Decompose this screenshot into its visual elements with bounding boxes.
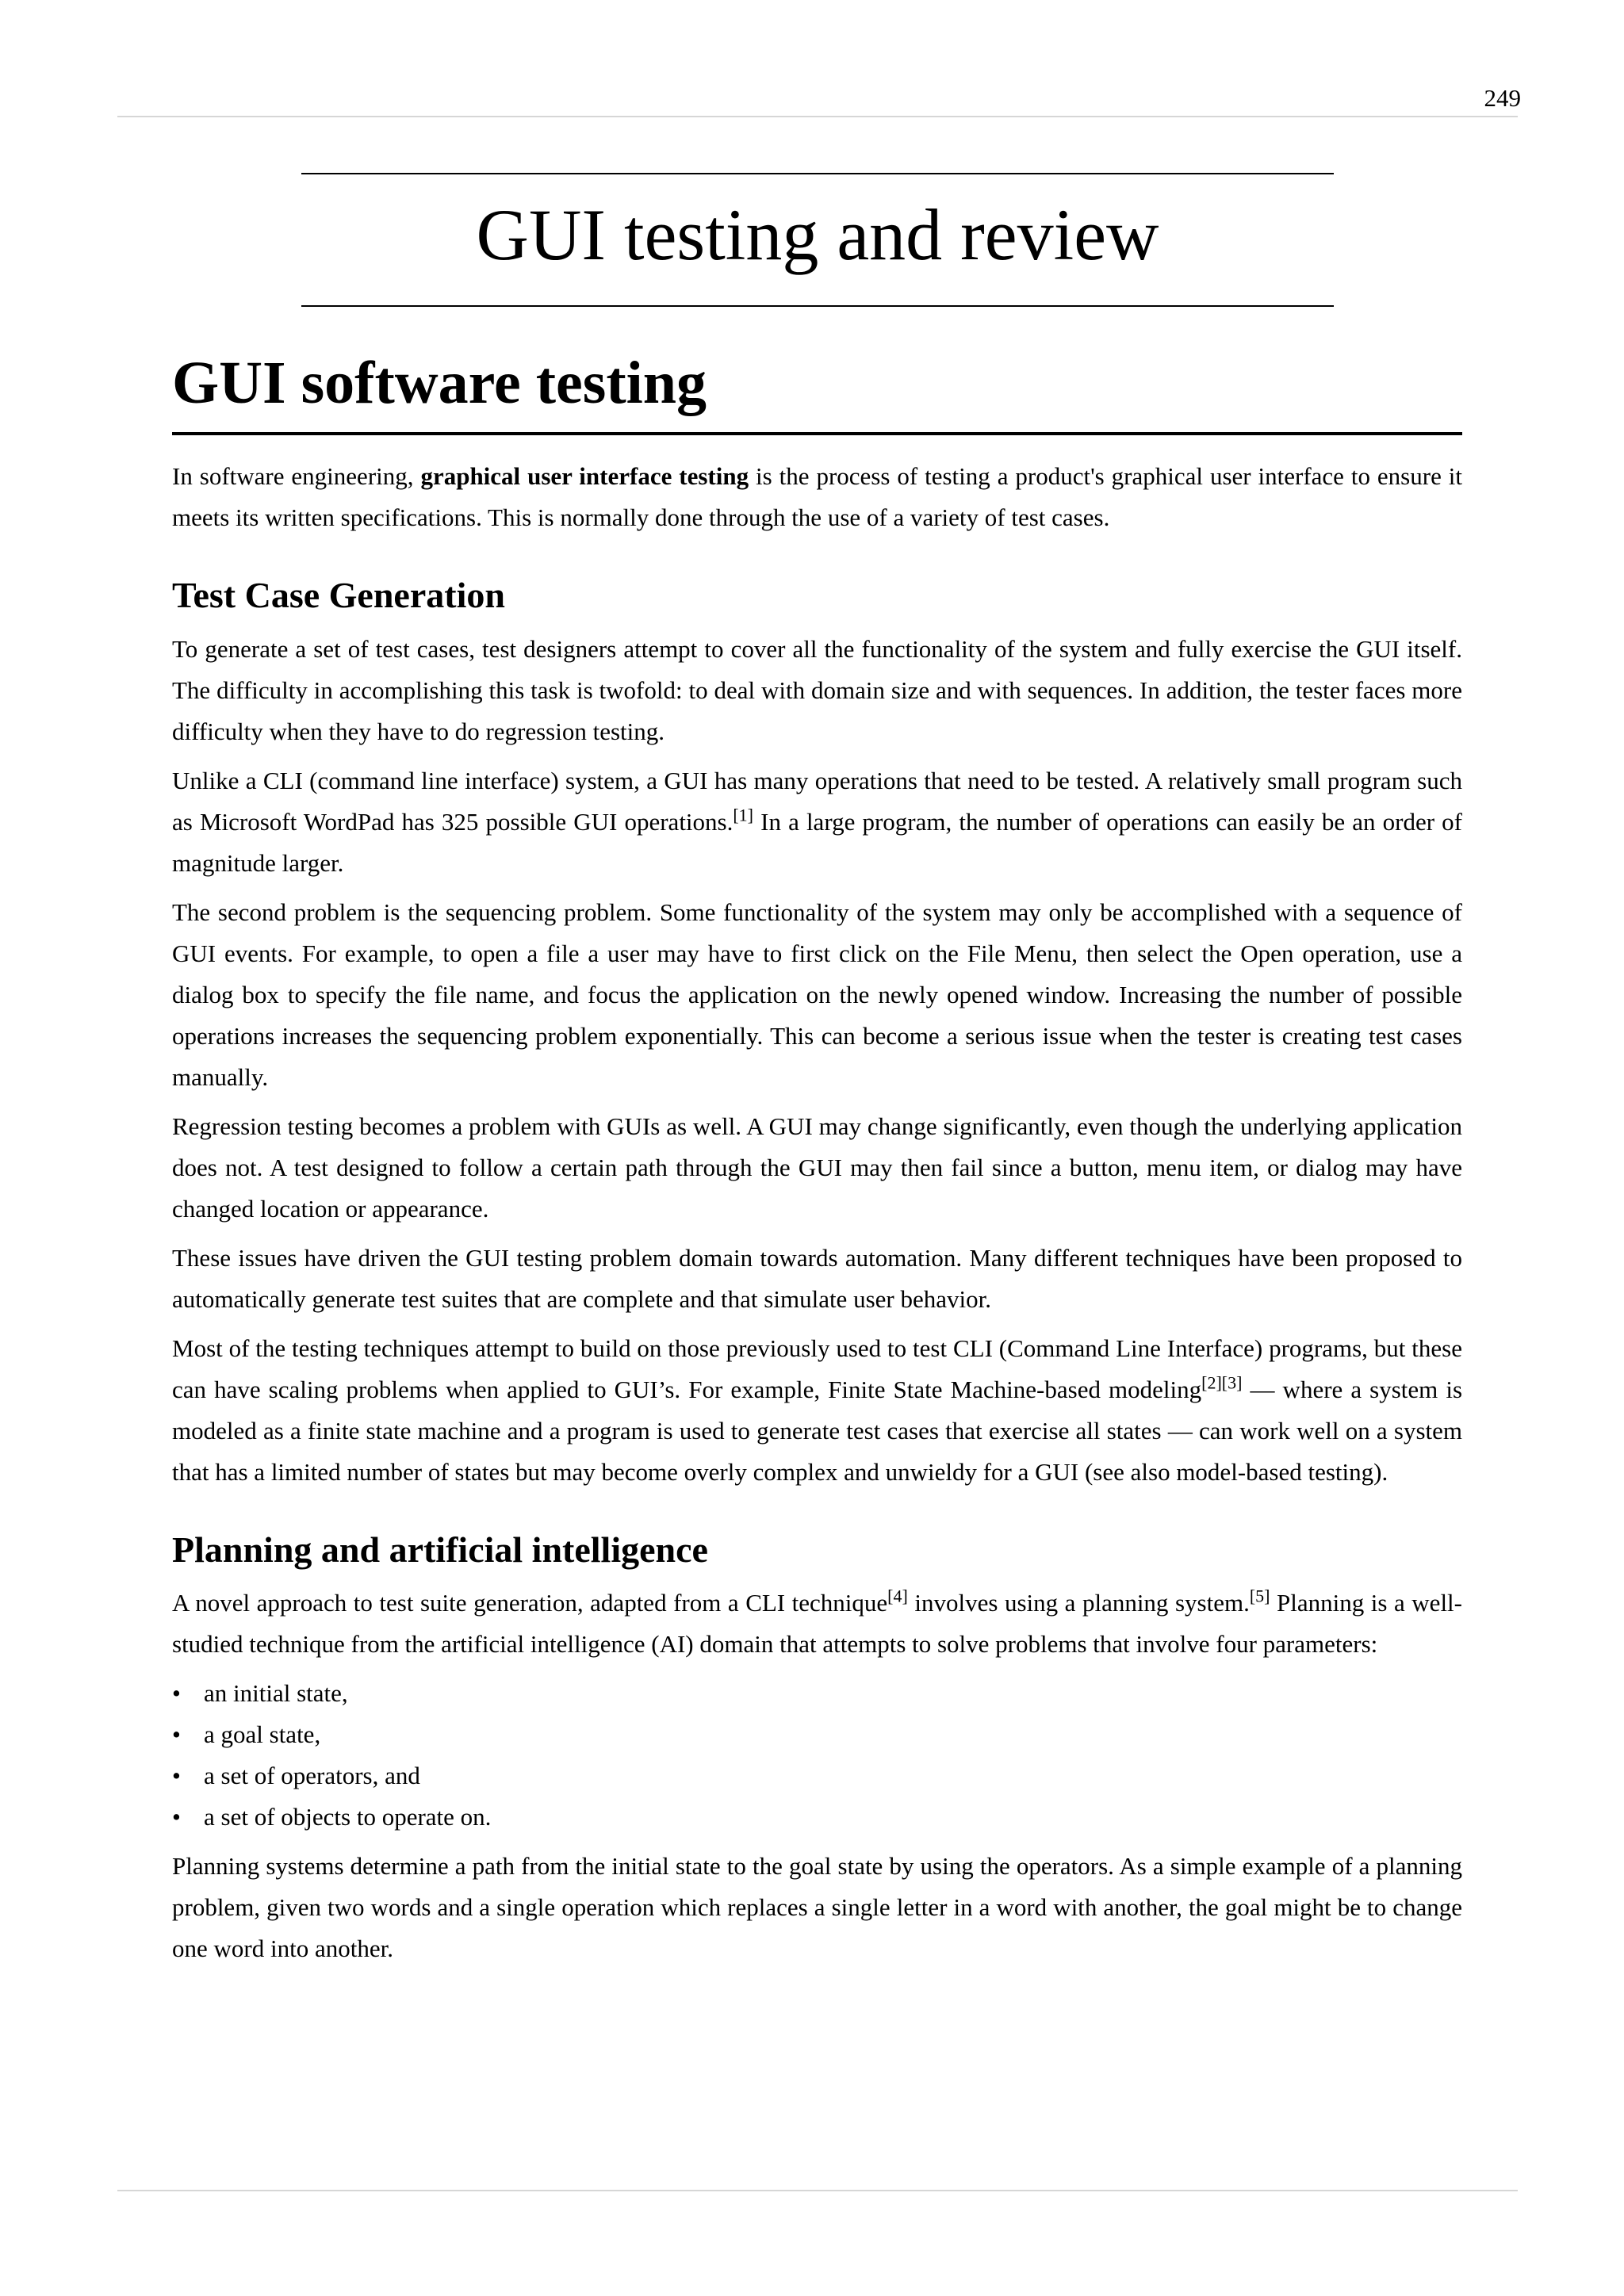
intro-text-end: is the process of testing a product's graphical user interface to ensure it meets its written specifications. This is normally done through the use of a variety of test cases.: [172, 462, 1462, 532]
citation-1[interactable]: [1]: [733, 805, 754, 825]
test-case-paragraph-6: [172, 1328, 1462, 1493]
heading-planning-ai: Planning and artificial intelligence: [172, 1529, 708, 1570]
planning-p1-text-end: Planning is a well-studied technique from the artificial intelligence (AI) domain that attempts to solve problems that involve four parameters:: [172, 1588, 1462, 1658]
article-body: [172, 349, 1462, 1969]
planning-p1-text-middle: involves using a planning system.: [907, 1588, 1250, 1617]
intro-text-start: In software engineering,: [172, 462, 421, 491]
chapter-rule-bottom: [301, 305, 1334, 307]
list-item: • an initial state,: [172, 1673, 1462, 1714]
citation-2-3[interactable]: [2][3]: [1201, 1372, 1243, 1393]
p6-text-end: — where a system is modeled as a finite state machine and a program is used to generate test cases that exercise all states — can work well on a system that has a limited number of states but may become overly complex and unwieldy for a GUI (see also model-based testing).: [172, 1375, 1463, 1486]
planning-paragraph-1: [172, 1582, 1462, 1665]
planning-paragraph-2: Planning systems determine a path from the initial state to the goal state by using the operators. As a simple example of a planning problem, given two words and a single operation which replaces a single letter in a word with another, the goal might be to change one word into another.: [172, 1851, 1462, 1962]
p2-text-end: In a large program, the number of operations can easily be an order of magnitude larger.: [172, 807, 1462, 877]
test-case-paragraph-3: The second problem is the sequencing problem. Some functionality of the system may only be accomplished with a sequence of GUI events. For example, to open a file a user may have to first click on the File Menu, then select the Open operation, use a dialog box to specify the file name, and focus the application on the newly opened window. Increasing the number of possible operations increases the sequencing problem exponentially. This can become a serious issue when the tester is creating test cases manually.: [172, 897, 1462, 1091]
intro-paragraph: [172, 456, 1462, 538]
heading-test-case-generation: Test Case Generation: [172, 575, 505, 616]
list-item: • a set of operators, and: [172, 1755, 1462, 1797]
test-case-paragraph-4: Regression testing becomes a problem with GUIs as well. A GUI may change significantly, even though the underlying application does not. A test designed to follow a certain path through the GUI may then fail since a button, menu item, or dialog may have changed location or appearance.: [172, 1112, 1462, 1223]
intro-term: graphical user interface testing: [420, 462, 749, 491]
section-title: GUI software testing: [172, 349, 1462, 435]
planning-p1-text-start: A novel approach to test suite generation, adapted from a CLI technique: [172, 1588, 888, 1617]
citation-4[interactable]: [4]: [887, 1586, 908, 1606]
test-case-paragraph-2: [172, 760, 1462, 884]
citation-5[interactable]: [5]: [1249, 1586, 1270, 1606]
list-item: • a set of objects to operate on.: [172, 1797, 1462, 1838]
p2-text-start: Unlike a CLI (command line interface) system, a GUI has many operations that need to be tested. A relatively small program such as Microsoft WordPad has 325 possible GUI operations.: [172, 766, 1462, 836]
page-number: 249: [1484, 84, 1521, 112]
header-divider: [117, 116, 1518, 117]
chapter-title: GUI testing and review: [476, 194, 1159, 275]
planning-parameters-list: [172, 1673, 1462, 1838]
p6-text-start: Most of the testing techniques attempt to build on those previously used to test CLI (Command Line Interface) programs, but these can have scaling problems when applied to GUI’s. For example, Finite State Machine-based modeling: [172, 1334, 1462, 1403]
chapter-rule-top: [301, 173, 1334, 174]
footer-divider: [117, 2190, 1518, 2191]
list-item: • a goal state,: [172, 1714, 1462, 1755]
test-case-paragraph-5: These issues have driven the GUI testing problem domain towards automation. Many different techniques have been proposed to automatically generate test suites that are complete and that simulate user behavior.: [172, 1243, 1462, 1313]
test-case-paragraph-1: To generate a set of test cases, test designers attempt to cover all the functionality of the system and fully exercise the GUI itself. The difficulty in accomplishing this task is twofold: to deal with domain size and with sequences. In addition, the tester faces more difficulty when they have to do regression testing.: [172, 634, 1462, 745]
